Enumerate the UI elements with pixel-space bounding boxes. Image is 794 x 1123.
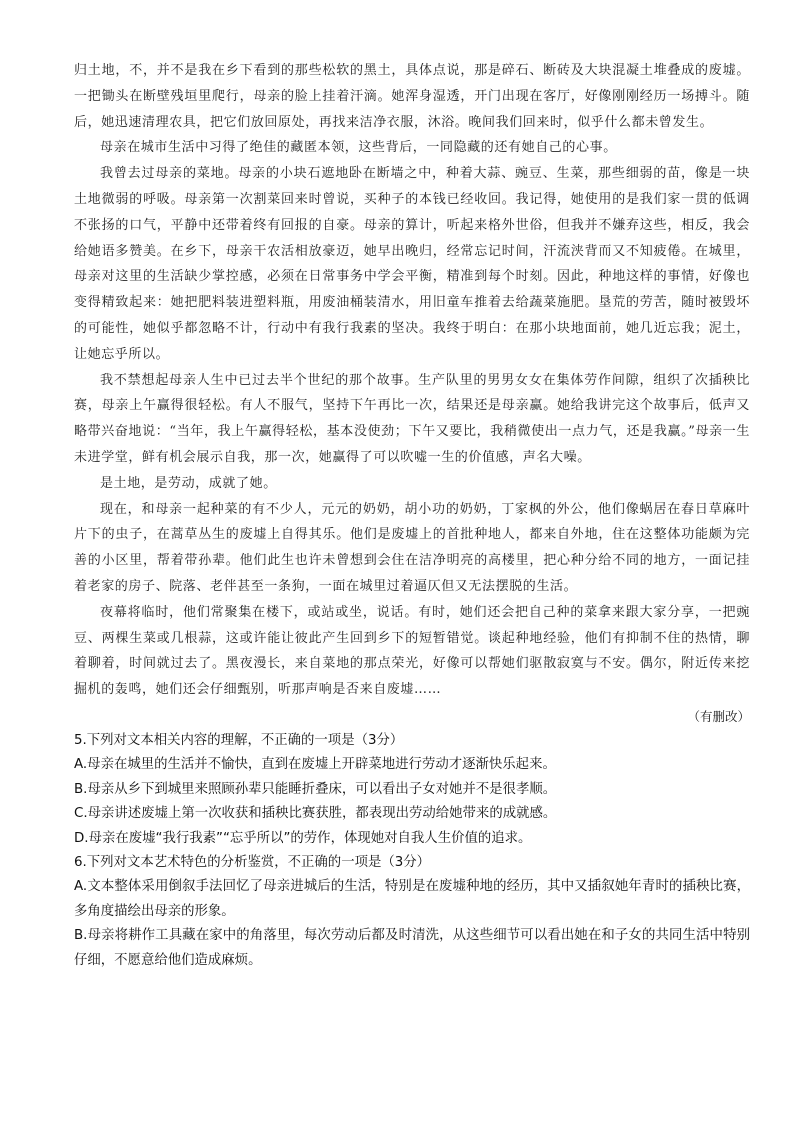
passage-paragraph-7: 夜幕将临时，他们常聚集在楼下，或站或坐，说话。有时，她们还会把自己种的菜拿来跟大家分享，一把豌豆、两棵生菜或几根蒜，这或许能让彼此产生回到乡下的短暂错觉。谈起种地经验，他们有抑制不住的热情，聊着聊着，时间就过去了。黑夜漫长，来自菜地的那点荣光，好像可以帮她们驱散寂寞与不安。偶尔，附近传来挖掘机的轰鸣，她们还会仔细甄别，听那声响是否来自废墟…… (74, 604, 750, 698)
option-d: D.母亲在废墟“我行我素”“忘乎所以”的劳作，体现她对自我人生价值的追求。 (74, 830, 532, 846)
passage-paragraph-5: 是土地，是劳动，成就了她。 (100, 475, 277, 491)
source-note: （有删改） (687, 708, 750, 724)
question-stem: 6.下列对文本艺术特色的分析鉴赏，不正确的一项是（3分） (74, 854, 431, 870)
reading-passage (74, 58, 750, 703)
question-stem: 5.下列对文本相关内容的理解，不正确的一项是（3分） (74, 732, 404, 748)
question-5 (74, 729, 750, 851)
passage-paragraph-1: 归土地，不，并不是我在乡下看到的那些松软的黑土，具体点说，那是碎石、断砖及大块混凝土堆叠成的废墟。一把锄头在断壁残垣里爬行，母亲的脸上挂着汗滴。她浑身湿透，开门出现在客厅，好像刚刚经历一场搏斗。随后，她迅速清理农具，把它们放回原处，再找来洁净衣服，沐浴。晚间我们回来时，似乎什么都未曾发生。 (74, 63, 750, 130)
option-b: B.母亲从乡下到城里来照顾孙辈只能睡折叠床，可以看出子女对她并不是很孝顺。 (74, 781, 557, 797)
question-list (74, 729, 750, 973)
passage-paragraph-2: 母亲在城市生活中习得了绝佳的藏匿本领，这些背后，一同隐藏的还有她自己的心事。 (100, 140, 617, 156)
question-6 (74, 851, 750, 973)
option-b: B.母亲将耕作工具藏在家中的角落里，每次劳动后都及时清洗，从这些细节可以看出她在和子女的共同生活中特别仔细，不愿意给他们造成麻烦。 (74, 928, 750, 968)
option-c: C.母亲讲述废墟上第一次收获和插秧比赛获胜，都表现出劳动给她带来的成就感。 (74, 806, 557, 822)
option-a: A.母亲在城里的生活并不愉快，直到在废墟上开辟菜地进行劳动才逐渐快乐起来。 (74, 757, 556, 773)
passage-paragraph-4: 我不禁想起母亲人生中已过去半个世纪的那个故事。生产队里的男男女女在集体劳作间隙，组织了次插秧比赛，母亲上午赢得很轻松。有人不服气，坚持下午再比一次，结果还是母亲赢。她给我讲完这个故事后，低声又略带兴奋地说：“当年，我上午赢得轻松，基本没使劲；下午又要比，我稍微使出一点力气，还是我赢。”母亲一生未进学堂，鲜有机会展示自我，那一次，她赢得了可以吹嘘一生的价值感，声名大噪。 (74, 372, 750, 465)
option-a: A.文本整体采用倒叙手法回忆了母亲进城后的生活，特别是在废墟种地的经历，其中又插叙她年青时的插秧比赛，多角度描绘出母亲的形象。 (74, 879, 750, 919)
passage-paragraph-6: 现在，和母亲一起种菜的有不少人，元元的奶奶，胡小功的奶奶，丁家枫的外公，他们像蜗居在春日草麻叶片下的虫子，在蒿草丛生的废墟上自得其乐。他们是废墟上的首批种地人，都来自外地，住在这整体功能颇为完善的小区里，帮着带孙辈。他们此生也许未曾想到会住在洁净明亮的高楼里，把心种分给不同的地方，一面记挂着老家的房子、院落、老伴甚至一条狗，一面在城里过着逼仄但又无法摆脱的生活。 (74, 501, 750, 594)
exam-page (74, 58, 750, 973)
passage-paragraph-3: 我曾去过母亲的菜地。母亲的小块石遮地卧在断墙之中，种着大蒜、豌豆、生菜，那些细弱的苗，像是一块土地微弱的呼吸。母亲第一次割菜回来时曾说，买种子的本钱已经收回。我记得，她使用的是我们家一贯的低调不张扬的口气，平静中还带着终有回报的自豪。母亲的算计，听起来格外世俗，但我并不嫌弃这些，相反，我会给她语多赞美。在乡下，母亲干农活相放豪迈，她早出晚归，经常忘记时间，汗流浃背而又不知疲倦。在城里，母亲对这里的生活缺少掌控感，必须在日常事务中学会平衡，精准到每个时刻。因此，种地这样的事情，好像也变得精致起来：她把肥料装进塑料瓶，用废油桶装清水，用旧童车推着去给蔬菜施肥。垦荒的劳苦，随时被毁坏的可能性，她似乎都忽略不计，行动中有我行我素的坚决。我终于明白：在那小块地面前，她几近忘我；泥土，让她忘乎所以。 (74, 166, 750, 362)
